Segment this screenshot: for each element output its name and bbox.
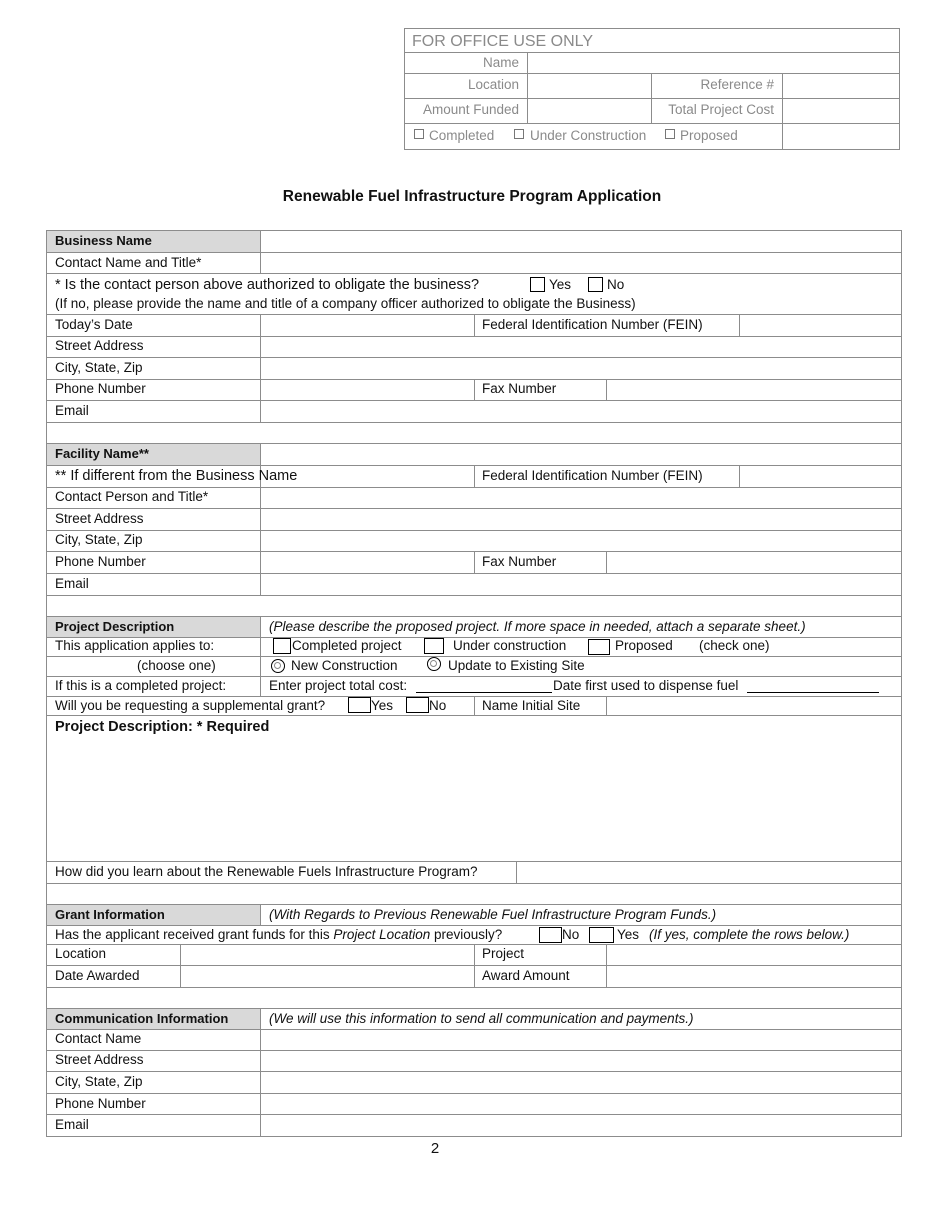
proposed-label: Proposed <box>615 638 673 653</box>
supplemental-no-checkbox[interactable] <box>406 697 429 713</box>
choose-one-label: (choose one) <box>137 658 216 673</box>
date-awarded-label: Date Awarded <box>55 968 140 983</box>
grant-information-header: Grant Information <box>55 907 165 922</box>
supplemental-question: Will you be requesting a supplemental grant? <box>55 698 326 713</box>
office-amount-funded-label: Amount Funded <box>422 102 519 117</box>
comm-email-label: Email <box>55 1117 89 1132</box>
completed-project-checkbox[interactable] <box>273 638 291 654</box>
supplemental-no-label: No <box>429 698 447 713</box>
facility-name-field[interactable] <box>261 444 901 465</box>
office-name-label: Name <box>482 55 519 70</box>
authorized-yes-checkbox[interactable] <box>530 277 545 292</box>
project-description-label: Project Description: * Required <box>55 719 270 735</box>
facility-city-label: City, State, Zip <box>55 532 143 547</box>
comm-contact-field[interactable] <box>261 1030 901 1050</box>
update-site-label: Update to Existing Site <box>448 658 585 673</box>
grant-no-checkbox[interactable] <box>539 927 562 943</box>
office-location-label: Location <box>467 77 519 92</box>
grant-location-field[interactable] <box>181 945 474 965</box>
grant-header-note: (With Regards to Previous Renewable Fuel Infrastructure Program Funds.) <box>269 907 717 922</box>
facility-fein-label: Federal Identification Number (FEIN) <box>482 468 703 483</box>
completed-project-label: Completed project <box>292 638 402 653</box>
facility-street-label: Street Address <box>55 511 144 526</box>
office-amount-funded-field[interactable] <box>528 99 651 123</box>
office-completed-checkbox[interactable] <box>414 129 424 139</box>
comm-contact-label: Contact Name <box>55 1031 142 1046</box>
grant-yes-note: (If yes, complete the rows below.) <box>649 927 850 942</box>
new-construction-label: New Construction <box>291 658 398 673</box>
grant-project-label: Project <box>482 946 525 961</box>
comm-city-field[interactable] <box>261 1072 901 1093</box>
authorized-no-checkbox[interactable] <box>588 277 603 292</box>
award-amount-label: Award Amount <box>482 968 570 983</box>
office-completed-label: Completed <box>429 128 495 143</box>
office-location-field[interactable] <box>528 74 651 98</box>
office-reference-field[interactable] <box>783 74 899 98</box>
business-phone-label: Phone Number <box>55 381 146 396</box>
business-fax-label: Fax Number <box>482 381 557 396</box>
enter-cost-label: Enter project total cost: <box>269 678 408 693</box>
comm-email-field[interactable] <box>261 1115 901 1136</box>
grant-yes-label: Yes <box>617 927 640 942</box>
page-number: 2 <box>430 1140 440 1157</box>
facility-phone-field[interactable] <box>261 552 474 573</box>
learn-about-field[interactable] <box>517 862 901 883</box>
comm-street-label: Street Address <box>55 1052 144 1067</box>
grant-project-field[interactable] <box>607 945 901 965</box>
grant-question-pre: Has the applicant received grant funds for this <box>55 927 334 942</box>
date-first-label: Date first used to dispense fuel <box>553 678 739 693</box>
grant-question-post: previously? <box>430 927 503 942</box>
initial-site-label: Name Initial Site <box>482 698 581 713</box>
office-under-construction-checkbox[interactable] <box>514 129 524 139</box>
facility-contact-field[interactable] <box>261 488 901 508</box>
comm-phone-field[interactable] <box>261 1094 901 1114</box>
under-construction-checkbox[interactable] <box>424 638 444 654</box>
comm-city-label: City, State, Zip <box>55 1074 143 1089</box>
business-name-header: Business Name <box>55 233 152 248</box>
project-header-note: (Please describe the proposed project. If more space in needed, attach a separate sheet.) <box>269 619 806 634</box>
todays-date-field[interactable] <box>261 315 474 336</box>
project-description-header: Project Description <box>55 619 175 634</box>
initial-site-field[interactable] <box>607 697 901 715</box>
communication-header: Communication Information <box>55 1011 229 1026</box>
office-proposed-label: Proposed <box>680 128 738 143</box>
office-total-cost-label: Total Project Cost <box>668 102 774 117</box>
grant-yes-checkbox[interactable] <box>589 927 614 943</box>
business-name-field[interactable] <box>261 231 901 252</box>
form-title: Renewable Fuel Infrastructure Program Application <box>282 188 662 205</box>
check-one-label: (check one) <box>699 638 770 653</box>
authorized-yes-label: Yes <box>549 277 572 292</box>
grant-no-label: No <box>562 927 580 942</box>
business-fax-field[interactable] <box>607 380 901 400</box>
business-email-field[interactable] <box>261 401 901 422</box>
award-amount-field[interactable] <box>607 966 901 987</box>
facility-fein-field[interactable] <box>740 466 901 487</box>
business-fein-label: Federal Identification Number (FEIN) <box>482 317 703 332</box>
authorized-note: (If no, please provide the name and title of a company officer authorized to obligate the Business) <box>55 296 636 311</box>
proposed-checkbox[interactable] <box>588 639 610 655</box>
office-reference-label: Reference # <box>700 77 774 92</box>
communication-header-note: (We will use this information to send all communication and payments.) <box>269 1011 694 1026</box>
facility-city-field[interactable] <box>261 531 901 551</box>
facility-fax-label: Fax Number <box>482 554 557 569</box>
grant-location-label: Location <box>55 946 107 961</box>
grant-question <box>55 927 502 943</box>
office-total-cost-field[interactable] <box>783 99 899 123</box>
learn-about-question: How did you learn about the Renewable Fuels Infrastructure Program? <box>55 864 478 879</box>
new-construction-radio[interactable] <box>271 659 285 673</box>
business-fein-field[interactable] <box>740 315 901 336</box>
office-under-construction-label: Under Construction <box>530 128 647 143</box>
facility-name-header: Facility Name** <box>55 446 149 461</box>
date-awarded-field[interactable] <box>181 966 474 987</box>
facility-contact-label: Contact Person and Title* <box>55 489 209 504</box>
business-phone-field[interactable] <box>261 380 474 400</box>
under-construction-label: Under construction <box>453 638 567 653</box>
facility-note-field[interactable] <box>261 466 474 487</box>
if-completed-label: If this is a completed project: <box>55 678 227 693</box>
business-city-label: City, State, Zip <box>55 360 143 375</box>
facility-email-field[interactable] <box>261 574 901 595</box>
office-proposed-checkbox[interactable] <box>665 129 675 139</box>
comm-phone-label: Phone Number <box>55 1096 146 1111</box>
authorized-question: * Is the contact person above authorized to obligate the business? <box>55 277 480 293</box>
project-cost-input[interactable] <box>416 692 552 693</box>
authorized-no-label: No <box>607 277 625 292</box>
facility-email-label: Email <box>55 576 89 591</box>
comm-street-field[interactable] <box>261 1051 901 1071</box>
business-contact-field[interactable] <box>261 253 901 273</box>
business-contact-label: Contact Name and Title* <box>55 255 202 270</box>
business-street-field[interactable] <box>261 337 901 357</box>
todays-date-label: Today’s Date <box>55 317 133 332</box>
business-city-field[interactable] <box>261 358 901 379</box>
facility-fax-field[interactable] <box>607 552 901 573</box>
supplemental-yes-label: Yes <box>371 698 394 713</box>
grant-question-em: Project Location <box>333 927 431 942</box>
date-first-input[interactable] <box>747 692 879 693</box>
business-street-label: Street Address <box>55 338 144 353</box>
applies-label: This application applies to: <box>55 638 215 653</box>
office-use-title: FOR OFFICE USE ONLY <box>412 33 594 50</box>
facility-note: ** If different from the Business Name <box>55 468 298 484</box>
facility-phone-label: Phone Number <box>55 554 146 569</box>
office-name-field[interactable] <box>528 53 899 73</box>
business-email-label: Email <box>55 403 89 418</box>
facility-street-field[interactable] <box>261 509 901 530</box>
update-site-radio[interactable] <box>427 657 441 671</box>
supplemental-yes-checkbox[interactable] <box>348 697 371 713</box>
project-description-textarea[interactable] <box>47 738 901 861</box>
